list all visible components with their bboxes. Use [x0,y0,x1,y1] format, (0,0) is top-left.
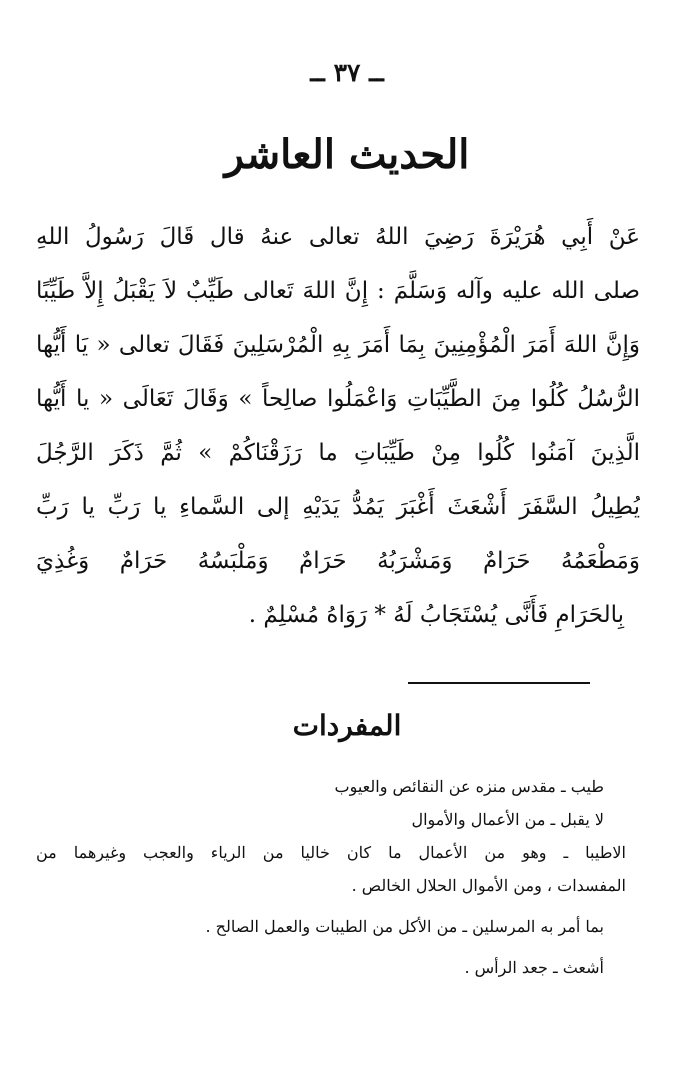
page-number: ــ ٣٧ ــ [310,58,384,87]
vocabulary-entry: بما أمر به المرسلين ـ من الأكل من الطيبات والعمل الصالح . [205,917,604,936]
hadith-line: الرُّسُلُ كُلُوا مِنَ الطَّيِّبَاتِ وَاعْمَلُوا صالِحاً » وَقَالَ تَعَالَى « يا أَيُّها [36,386,640,412]
vocabulary-list [36,770,626,984]
vocabulary-entry: أشعث ـ جعد الرأس . [464,958,604,977]
hadith-line: وَإِنَّ اللهَ أَمَرَ الْمُؤْمِنِينَ بِمَا أَمَرَ بِهِ الْمُرْسَلِينَ فَقَالَ تعالى « يَا أَيُّها [36,332,640,358]
vocabulary-entry: لا يقبل ـ من الأعمال والأموال [411,810,604,829]
hadith-line: يُطِيلُ السَّفَرَ أَشْعَثَ أَغْبَرَ يَمُدُّ يَدَيْهِ إلى السَّماءِ يا رَبِّ يا رَبِّ [36,494,640,520]
vocabulary-entry: طيب ـ مقدس منزه عن النقائص والعيوب [334,777,604,796]
hadith-line: الَّذِينَ آمَنُوا كُلُوا مِنْ طَيِّبَاتِ ما رَزَقْنَاكُمْ » ثُمَّ ذَكَرَ الرَّجُلَ [36,440,640,466]
hadith-line: وَمَطْعَمُهُ حَرَامٌ وَمَشْرَبُهُ حَرَامٌ وَمَلْبَسُهُ حَرَامٌ وَغُذِيَ [36,548,640,574]
hadith-line: بِالحَرَامِ فَأَنَّى يُسْتَجَابُ لَهُ * رَوَاهُ مُسْلِمٌ . [248,602,624,628]
vocabulary-entry: الاطيبا ـ وهو من الأعمال ما كان خاليا من الرياء والعجب وغيرهما من [36,843,626,862]
vocabulary-title: المفردات [292,709,402,742]
hadith-line: صلى الله عليه وآله وَسَلَّمَ : إِنَّ اللهَ تَعالى طَيِّبٌ لاَ يَقْبَلُ إِلاَّ طَيِّبًا [36,278,640,304]
hadith-line: عَنْ أَبِي هُرَيْرَةَ رَضِيَ اللهُ تعالى عنهُ قال قَالَ رَسُولُ اللهِ [36,224,640,250]
vocabulary-entry-continuation: المفسدات ، ومن الأموال الحلال الخالص . [351,876,626,895]
section-divider [408,682,590,684]
chapter-title: الحديث العاشر [224,131,470,178]
hadith-text [36,210,640,642]
